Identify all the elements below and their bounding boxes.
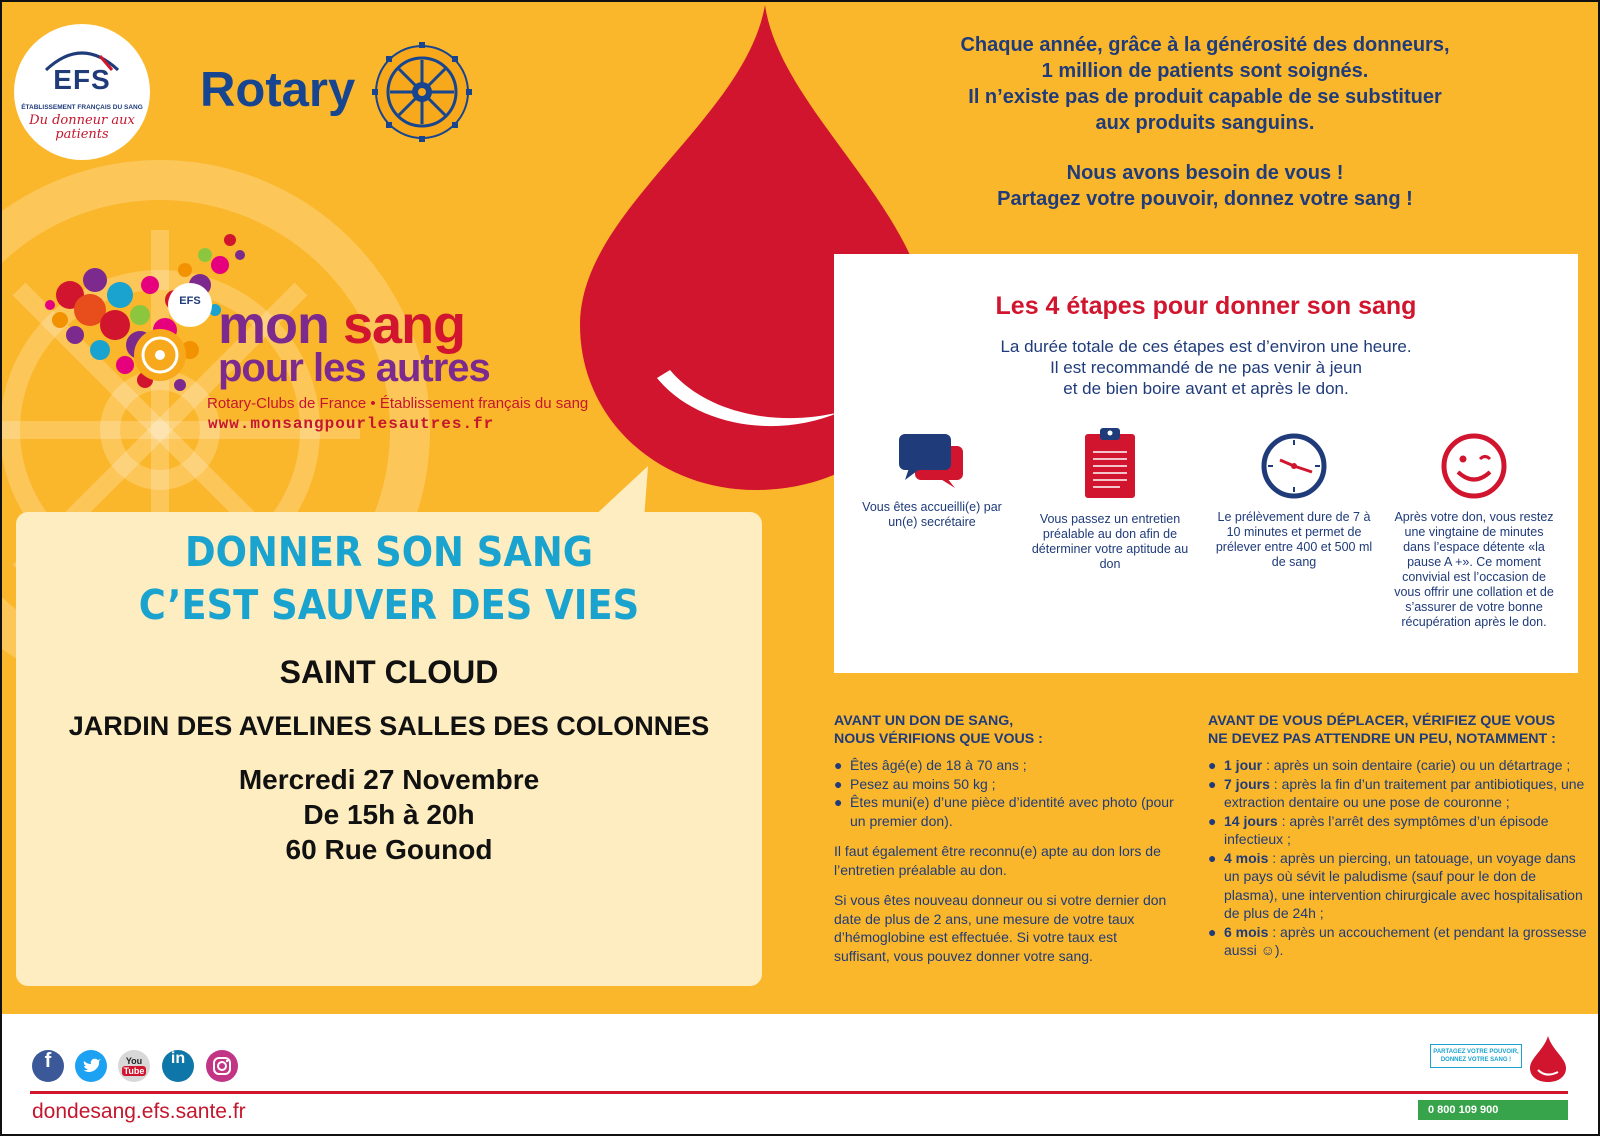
intro-line: Nous avons besoin de vous ! <box>1066 162 1344 184</box>
facebook-icon[interactable]: f <box>32 1050 64 1082</box>
campaign-title-line2: pour les autres <box>218 346 490 390</box>
intro-line: aux produits sanguins. <box>1095 112 1315 134</box>
headline-line2: C’EST SAUVER DES VIES <box>138 581 640 629</box>
steps-desc-line: La durée totale de ces étapes est d’environ une heure. <box>1000 337 1412 356</box>
youtube-label-top: You <box>125 1056 143 1066</box>
linkedin-icon[interactable]: in <box>162 1050 194 1082</box>
list-item: ● 7 jours : après la fin d’un traitement par antibiotiques, une extraction dentaire ou une pose de couronne ; <box>1208 775 1588 812</box>
step-text: Après votre don, vous restez une vingtaine de minutes dans l’espace détente «la pause A +». Ce moment convivial est l’occasion de vous offrir une collation et de s’assurer de votre bonne récupération après le don. <box>1394 510 1554 629</box>
step-text: Vous passez un entretien préalable au don afin de déterminer votre aptitude au don <box>1031 512 1189 571</box>
event-address: 60 Rue Gounod <box>285 834 493 865</box>
list-item: ● 14 jours : après l’arrêt des symptômes d’un épisode infectieux ; <box>1208 812 1588 849</box>
step-text: Le prélèvement dure de 7 à 10 minutes et permet de prélever entre 400 et 500 ml de sang <box>1215 510 1373 569</box>
footer-url[interactable]: dondesang.efs.sante.fr <box>32 1100 246 1123</box>
list-item: ● 6 mois : après un accouchement (et pendant la grossesse aussi ☺). <box>1208 923 1588 960</box>
list-item: ● 4 mois : après un piercing, un tatouage, un voyage dans un pays où sévit le paludisme (sauf pour le don de plasma), une intervention chirurgicale avec hospitalisation de plus de 24h ; <box>1208 849 1588 923</box>
youtube-label-bottom: Tube <box>123 1066 145 1076</box>
share-badge-line: DONNEZ VOTRE SANG ! <box>1440 1057 1512 1063</box>
steps-title: Les 4 étapes pour donner son sang <box>995 292 1417 320</box>
steps-desc-line: et de bien boire avant et après le don. <box>1063 379 1349 398</box>
event-date: Mercredi 27 Novembre <box>238 764 540 795</box>
efs-tagline: Du donneur aux patients <box>29 113 135 142</box>
steps-desc-line: Il est recommandé de ne pas venir à jeun <box>1050 358 1362 377</box>
list-item: ● Pesez au moins 50 kg ; <box>834 775 1174 794</box>
efs-acronym: EFS <box>53 64 111 95</box>
campaign-url[interactable]: www.monsangpourlesautres.fr <box>208 415 495 433</box>
event-place: JARDIN DES AVELINES SALLES DES COLONNES <box>68 711 710 741</box>
campaign-partners: Rotary-Clubs de France • Établissement français du sang <box>207 395 589 412</box>
rotary-logo-text: Rotary <box>200 63 356 117</box>
before-note: Il faut également être reconnu(e) apte au don lors de l’entretien préalable au don. <box>834 843 1161 878</box>
phone-number[interactable]: 0 800 109 900 <box>1418 1100 1568 1120</box>
list-item: ● 1 jour : après un soin dentaire (carie) ou un détartrage ; <box>1208 756 1588 775</box>
before-title: AVANT UN DON DE SANG, NOUS VÉRIFIONS QUE VOUS : <box>834 713 1043 747</box>
intro-line: Chaque année, grâce à la générosité des donneurs, <box>960 34 1450 56</box>
intro-line: Il n’existe pas de produit capable de se substituer <box>968 86 1442 108</box>
list-item: ● Êtes âgé(e) de 18 à 70 ans ; <box>834 756 1174 775</box>
svg-text:EFS: EFS <box>179 295 201 307</box>
travel-title: AVANT DE VOUS DÉPLACER, VÉRIFIEZ QUE VOUS NE DEVEZ PAS ATTENDRE UN PEU, NOTAMMENT : <box>1208 713 1556 747</box>
efs-name: ÉTABLISSEMENT FRANÇAIS DU SANG <box>21 104 143 111</box>
list-item: ● Êtes muni(e) d’une pièce d’identité avec photo (pour un premier don). <box>834 793 1174 830</box>
step-text: Vous êtes accueilli(e) par un(e) secrétaire <box>862 500 1002 529</box>
campaign-title-line1: mon sang <box>218 295 466 355</box>
intro-line: 1 million de patients sont soignés. <box>1041 60 1369 82</box>
event-city: SAINT CLOUD <box>279 654 499 690</box>
before-note: Si vous êtes nouveau donneur ou si votre dernier don date de plus de 2 ans, une mesure de votre taux d’hémoglobine est effectuée. Si votre taux est suffisant, vous pouvez donner votre sang. <box>834 892 1167 964</box>
headline-line1: DONNER SON SANG <box>184 528 594 576</box>
share-badge-line: PARTAGEZ VOTRE POUVOIR, <box>1433 1049 1519 1055</box>
intro-line: Partagez votre pouvoir, donnez votre sang ! <box>997 188 1413 210</box>
event-hours: De 15h à 20h <box>303 799 475 830</box>
